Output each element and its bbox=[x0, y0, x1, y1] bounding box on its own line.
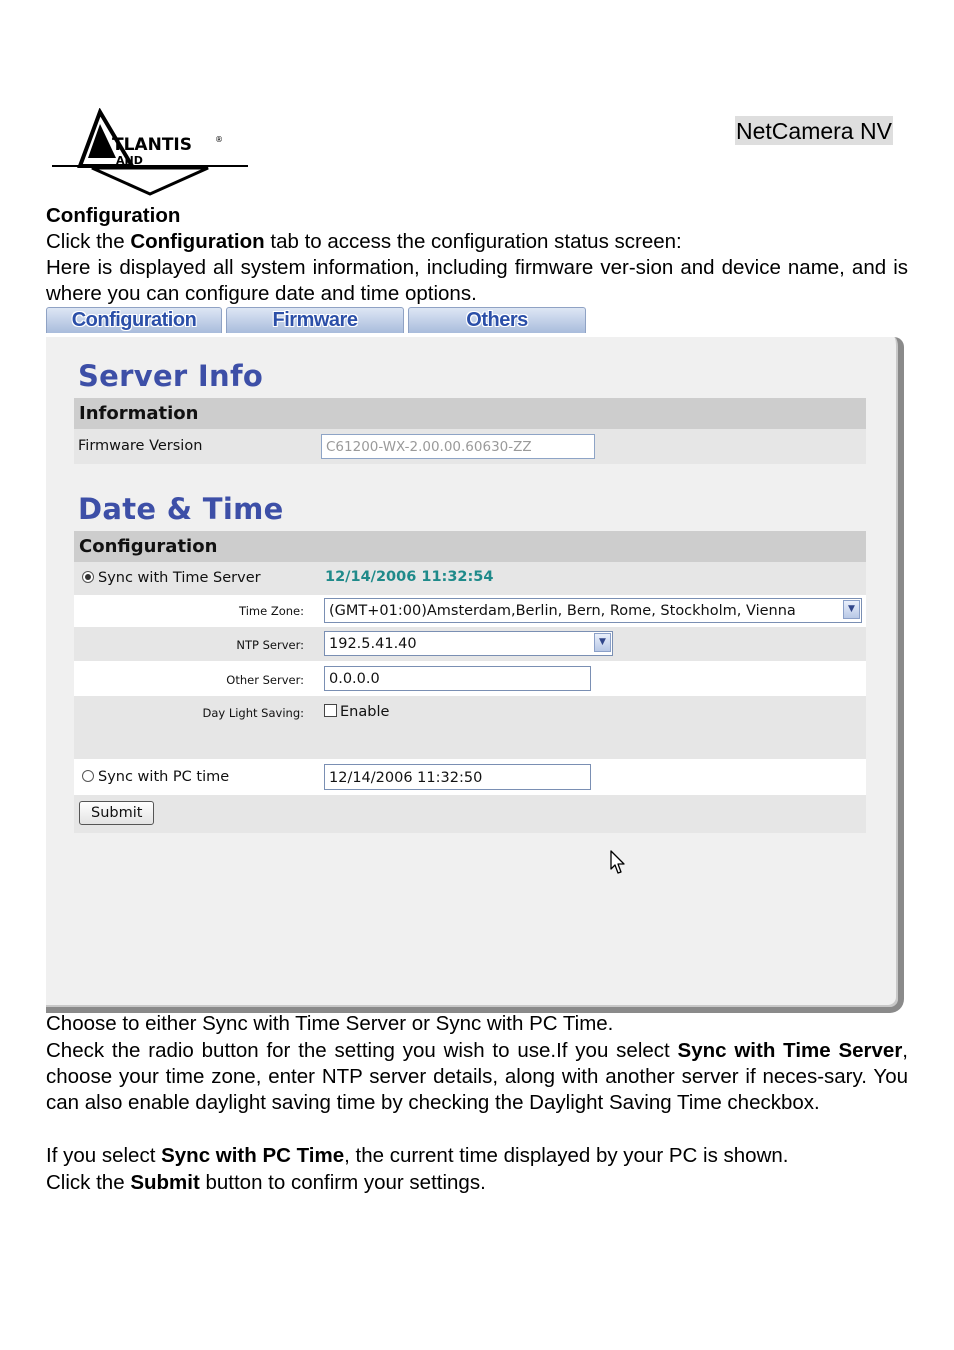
time-zone-label: Time Zone: bbox=[239, 604, 304, 618]
firmware-label: Firmware Version bbox=[78, 438, 203, 454]
tab-bar bbox=[46, 307, 590, 334]
chevron-down-icon[interactable]: ▼ bbox=[843, 600, 860, 619]
mouse-cursor-icon bbox=[610, 850, 626, 876]
atlantis-logo bbox=[52, 108, 248, 198]
sync-pc-radio[interactable] bbox=[82, 770, 94, 782]
pc-time-input[interactable]: 12/14/2006 11:32:50 bbox=[324, 764, 591, 790]
product-name: NetCamera NV bbox=[736, 118, 892, 144]
tab-others[interactable]: Others bbox=[408, 307, 586, 333]
other-server-label: Other Server: bbox=[226, 673, 304, 687]
section-heading: Configuration bbox=[46, 204, 181, 227]
time-zone-select[interactable]: (GMT+01:00)Amsterdam,Berlin, Bern, Rome, Stockholm, Vienna ▼ bbox=[324, 598, 862, 623]
submit-button[interactable]: Submit bbox=[79, 801, 154, 825]
date-time-title: Date & Time bbox=[78, 492, 284, 526]
svg-text:AND: AND bbox=[116, 154, 143, 167]
svg-text:®: ® bbox=[215, 135, 223, 144]
tab-configuration[interactable]: Configuration bbox=[46, 307, 222, 333]
sync-server-option[interactable]: Sync with Time Server bbox=[82, 570, 261, 586]
outro-p2: Check the radio button for the setting you wish to use.If you select Sync with Time Server, choose your time zone, enter NTP server details, along with another server if neces-sary. You can also enable daylight saving time by checking the Daylight Saving Time checkbox. bbox=[46, 1039, 908, 1114]
server-info-title: Server Info bbox=[78, 359, 264, 393]
outro-p4: Click the Submit button to confirm your settings. bbox=[46, 1171, 486, 1194]
intro-line-2: Here is displayed all system information, including firmware ver-sion and device name, and is where you can configure date and time options. bbox=[46, 256, 908, 305]
sync-server-row bbox=[74, 562, 866, 595]
sync-server-radio[interactable] bbox=[82, 571, 94, 583]
ntp-server-row bbox=[74, 627, 866, 661]
submit-row bbox=[74, 795, 866, 833]
other-server-input[interactable]: 0.0.0.0 bbox=[324, 666, 591, 691]
sync-pc-option[interactable]: Sync with PC time bbox=[82, 769, 229, 785]
other-server-row bbox=[74, 661, 866, 696]
daylight-saving-row bbox=[74, 696, 866, 759]
sync-pc-row bbox=[74, 759, 866, 795]
outro-p1: Choose to either Sync with Time Server or Sync with PC Time. bbox=[46, 1012, 614, 1035]
daylight-saving-label: Day Light Saving: bbox=[202, 706, 304, 720]
outro-p3: If you select Sync with PC Time, the current time displayed by your PC is shown. bbox=[46, 1144, 789, 1167]
server-time-value: 12/14/2006 11:32:54 bbox=[325, 569, 494, 585]
svg-text:TLANTIS: TLANTIS bbox=[112, 135, 192, 155]
time-zone-row bbox=[74, 595, 866, 627]
firmware-version-field: C61200-WX-2.00.00.60630-ZZ bbox=[321, 434, 595, 459]
ntp-server-label: NTP Server: bbox=[236, 638, 304, 652]
daylight-saving-option[interactable]: Enable bbox=[324, 704, 389, 720]
firmware-row bbox=[74, 429, 866, 464]
configuration-panel bbox=[46, 337, 904, 1013]
intro-line-1: Click the Configuration tab to access the configuration status screen: bbox=[46, 230, 682, 253]
ntp-server-select[interactable]: 192.5.41.40 ▼ bbox=[324, 631, 613, 656]
configuration-bar: Configuration bbox=[74, 531, 866, 562]
tab-firmware[interactable]: Firmware bbox=[226, 307, 404, 333]
information-bar: Information bbox=[74, 398, 866, 429]
chevron-down-icon[interactable]: ▼ bbox=[594, 633, 611, 652]
daylight-saving-checkbox[interactable] bbox=[324, 704, 337, 717]
